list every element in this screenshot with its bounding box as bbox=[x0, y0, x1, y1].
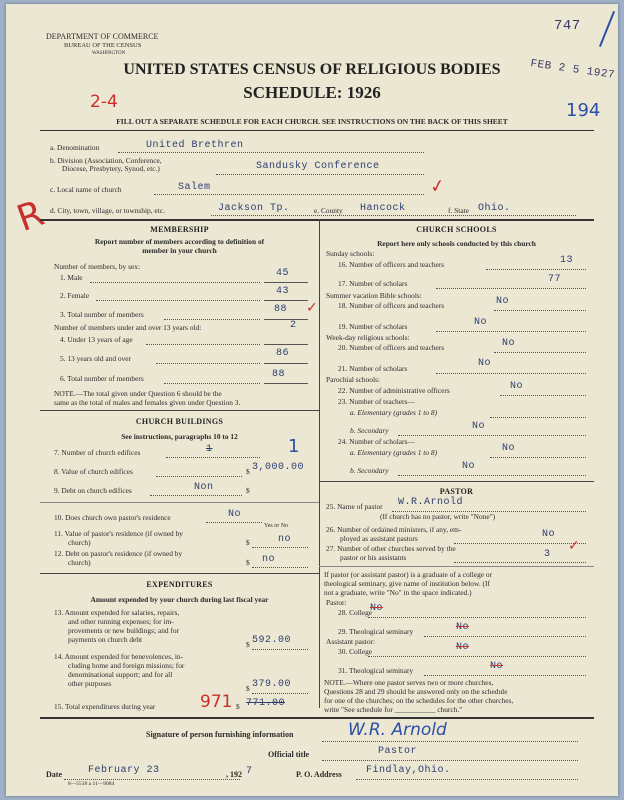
q23b-field bbox=[398, 435, 586, 436]
q24b-field bbox=[398, 475, 586, 476]
under-13-label: 4. Under 13 years of age bbox=[60, 335, 133, 344]
q21-label: 21. Number of scholars bbox=[338, 364, 408, 373]
form-number: 8—5518 a 11—9084 bbox=[68, 781, 115, 787]
q21-field bbox=[436, 373, 586, 374]
q27-field bbox=[454, 562, 586, 563]
q16-field bbox=[486, 269, 586, 270]
q22-field bbox=[500, 395, 586, 396]
q13-line-3: provements or new buildings; and for bbox=[68, 626, 180, 635]
red-tick-q27: ✓ bbox=[568, 538, 580, 554]
q30-label: 30. College bbox=[338, 647, 373, 656]
denomination-line bbox=[118, 152, 424, 153]
q8-leader bbox=[156, 476, 242, 477]
census-form bbox=[6, 4, 618, 796]
total-members-label: 3. Total number of members bbox=[60, 310, 144, 319]
q12-field bbox=[252, 567, 308, 568]
q7-value: 1 bbox=[288, 436, 300, 457]
q27-line-2: pastor or his assistants bbox=[340, 553, 407, 562]
po-value: Findlay,Ohio. bbox=[366, 765, 451, 776]
assistant-sub-label: Assistant pastor: bbox=[326, 637, 376, 646]
total6-label: 6. Total number of members bbox=[60, 374, 144, 383]
q29-field bbox=[424, 636, 586, 637]
handwritten-number: 194 bbox=[566, 100, 601, 121]
q19-value: No bbox=[474, 317, 488, 328]
schools-rule bbox=[319, 481, 594, 482]
total6-field bbox=[264, 383, 308, 384]
red-check-mark: R bbox=[11, 192, 50, 241]
q14-dollar: $ bbox=[246, 684, 250, 693]
q12-dollar: $ bbox=[246, 558, 250, 567]
female-leader bbox=[96, 300, 260, 301]
section-rule-top bbox=[40, 219, 594, 221]
q13-line-4: payments on church debt bbox=[68, 635, 143, 644]
total-members-value: 88 bbox=[274, 304, 288, 315]
division-label-2: Diocese, Presbytery, Synod, etc.) bbox=[62, 164, 160, 173]
q27-value: 3 bbox=[544, 549, 551, 560]
q13-field bbox=[252, 649, 308, 650]
q18-label: 18. Number of officers and teachers bbox=[338, 301, 445, 310]
q31-label: 31. Theological seminary bbox=[338, 666, 414, 675]
q26-line-1: 26. Number of ordained ministers, if any, em- bbox=[326, 525, 462, 534]
local-line bbox=[154, 194, 424, 195]
female-value: 43 bbox=[276, 286, 290, 297]
official-title-label: Official title bbox=[268, 750, 310, 759]
schools-heading: CHURCH SCHOOLS bbox=[416, 225, 497, 234]
red-tick-total: ✓ bbox=[306, 300, 318, 316]
q18-value: No bbox=[496, 296, 510, 307]
q23-label: 23. Number of teachers— bbox=[338, 397, 415, 406]
q15-value: 771.00 bbox=[246, 698, 286, 709]
po-field bbox=[356, 779, 578, 780]
official-title-value: Pastor bbox=[378, 746, 418, 757]
stamp-slash bbox=[599, 11, 615, 47]
q15-dollar: $ bbox=[236, 702, 240, 711]
q27-line-1: 27. Number of other churches served by the bbox=[326, 544, 456, 553]
q22-value: No bbox=[510, 381, 524, 392]
pastor-note-4: write "See schedule for ___________ church." bbox=[324, 705, 463, 714]
pastor-note-3: for one of the churches; on the schedules for the other churches, bbox=[324, 696, 514, 705]
under-leader bbox=[146, 344, 260, 345]
over-leader bbox=[156, 363, 260, 364]
q20-field bbox=[494, 352, 586, 353]
male-field bbox=[264, 282, 308, 283]
total6-leader bbox=[164, 383, 260, 384]
q12-value: no bbox=[262, 554, 276, 565]
q11-label-2: church) bbox=[68, 538, 91, 547]
q7-leader bbox=[166, 457, 260, 458]
city-line bbox=[211, 215, 576, 216]
q22-label: 22. Number of administrative officers bbox=[338, 386, 450, 395]
q14-line-2: cluding home and foreign missions; for bbox=[68, 661, 185, 670]
q24b-label: b. Secondary bbox=[350, 466, 389, 475]
q28-value: No bbox=[370, 603, 384, 614]
q19-label: 19. Number of scholars bbox=[338, 322, 408, 331]
membership-intro-1: Report number of members according to definition of bbox=[94, 237, 265, 246]
female-label: 2. Female bbox=[60, 291, 90, 300]
city-value: Jackson Tp. bbox=[218, 203, 290, 214]
q14-line-4: other purposes bbox=[68, 679, 112, 688]
expenditures-intro: Amount expended by your church during last fiscal year bbox=[90, 595, 269, 604]
red-tick-county: ✓ bbox=[428, 174, 447, 199]
q11-value: no bbox=[278, 534, 292, 545]
grad-line-2: theological seminary, give name of institution below. (If bbox=[324, 579, 490, 588]
male-value: 45 bbox=[276, 268, 290, 279]
q30-value: No bbox=[456, 642, 470, 653]
membership-note-1: NOTE.—The total given under Question 6 should be the bbox=[54, 389, 222, 398]
title-field bbox=[322, 760, 578, 761]
division-label: b. Division (Association, Conference, bbox=[50, 156, 162, 165]
q15-label: 15. Total expenditures during year bbox=[54, 702, 156, 711]
county-label: e. County bbox=[314, 206, 343, 215]
state-value: Ohio. bbox=[478, 203, 511, 214]
parochial-label: Parochial schools: bbox=[326, 375, 380, 384]
form-title: UNITED STATES CENSUS OF RELIGIOUS BODIES bbox=[123, 61, 501, 78]
local-value: Salem bbox=[178, 182, 211, 193]
header-rule bbox=[40, 130, 594, 131]
grad-line-3: not a graduate, write "No" in the space indicated.) bbox=[324, 588, 472, 597]
total6-value: 88 bbox=[272, 369, 286, 380]
total-leader bbox=[164, 319, 260, 320]
weekday-label: Week-day religious schools: bbox=[326, 333, 410, 342]
q13-dollar: $ bbox=[246, 640, 250, 649]
q18-field bbox=[494, 310, 586, 311]
total-field bbox=[264, 319, 308, 320]
q12-label: 12. Debt on pastor's residence (if owned by bbox=[54, 549, 183, 558]
q14-value: 379.00 bbox=[252, 679, 292, 690]
q8-dollar: $ bbox=[246, 467, 250, 476]
q9-dollar: $ bbox=[246, 486, 250, 495]
q24a-field bbox=[490, 457, 586, 458]
q25-note: (If church has no pastor, write "None") bbox=[380, 512, 496, 521]
by-sex-label: Number of members, by sex: bbox=[54, 262, 140, 271]
q7-label: 7. Number of church edifices bbox=[54, 448, 141, 457]
q11-label: 11. Value of pastor's residence (if owned by bbox=[54, 529, 183, 538]
q9-label: 9. Debt on church edifices bbox=[54, 486, 132, 495]
city-label: d. City, town, village, or township, etc. bbox=[50, 206, 165, 215]
footer-rule bbox=[40, 717, 594, 719]
male-label: 1. Male bbox=[60, 273, 83, 282]
q24-label: 24. Number of scholars— bbox=[338, 437, 415, 446]
over-field bbox=[264, 363, 308, 364]
q14-field bbox=[252, 693, 308, 694]
q8-value: 3,000.00 bbox=[252, 462, 305, 473]
handwritten-code: 2-4 bbox=[90, 92, 118, 112]
instructions-line: FILL OUT A SEPARATE SCHEDULE FOR EACH CHURCH. SEE INSTRUCTIONS ON THE BACK OF THIS SHEET bbox=[116, 117, 508, 126]
pastor-note-2: Questions 28 and 29 should be answered only on the schedule bbox=[324, 687, 508, 696]
age-label: Number of members under and over 13 years old: bbox=[54, 323, 202, 332]
q23a-label: a. Elementary (grades 1 to 8) bbox=[350, 408, 438, 417]
q28-label: 28. College bbox=[338, 608, 373, 617]
q26-line-2: ployed as assistant pastors bbox=[340, 534, 418, 543]
over-13-value: 86 bbox=[276, 348, 290, 359]
q15-written: 971 bbox=[200, 692, 233, 712]
membership-heading: MEMBERSHIP bbox=[150, 225, 209, 234]
q31-field bbox=[424, 675, 586, 676]
q30-field bbox=[368, 656, 586, 657]
q10-label: 10. Does church own pastor's residence bbox=[54, 513, 171, 522]
q13-value: 592.00 bbox=[252, 635, 292, 646]
q10-value: No bbox=[228, 509, 242, 520]
pastor-note-1: NOTE.—Where one pastor serves two or more churches, bbox=[324, 678, 494, 687]
q24a-label: a. Elementary (grades 1 to 8) bbox=[350, 448, 438, 457]
bureau-label: BUREAU OF THE CENSUS bbox=[64, 42, 142, 49]
date-year: 7 bbox=[246, 766, 253, 777]
signature-value: W.R. Arnold bbox=[348, 720, 447, 740]
denomination-value: United Brethren bbox=[146, 140, 244, 151]
q11-field bbox=[252, 547, 308, 548]
date-label: Date bbox=[46, 770, 62, 779]
city-label: WASHINGTON bbox=[92, 51, 126, 56]
q23b-label: b. Secondary bbox=[350, 426, 389, 435]
q25-label: 25. Name of pastor bbox=[326, 502, 383, 511]
membership-rule bbox=[40, 410, 319, 411]
q24a-value: No bbox=[502, 443, 516, 454]
q28-field bbox=[368, 617, 586, 618]
q13-line-1: 13. Amount expended for salaries, repairs, bbox=[54, 608, 180, 617]
q20-label: 20. Number of officers and teachers bbox=[338, 343, 445, 352]
vacation-label: Summer vacation Bible schools: bbox=[326, 291, 422, 300]
q29-value: No bbox=[456, 622, 470, 633]
denomination-label: a. Denomination bbox=[50, 143, 100, 152]
local-label: c. Local name of church bbox=[50, 185, 122, 194]
q21-value: No bbox=[478, 358, 492, 369]
schedule-title: SCHEDULE: 1926 bbox=[243, 83, 381, 102]
q14-line-3: denominational support; and for all bbox=[68, 670, 173, 679]
stamp-number: 747 bbox=[554, 18, 581, 34]
q20-value: No bbox=[502, 338, 516, 349]
under-13-value: 2 bbox=[290, 320, 297, 331]
q11-dollar: $ bbox=[246, 538, 250, 547]
state-label: f. State bbox=[448, 206, 469, 215]
q19-field bbox=[436, 331, 586, 332]
signature-field bbox=[322, 741, 578, 742]
county-value: Hancock bbox=[360, 203, 406, 214]
expenditures-heading: EXPENDITURES bbox=[146, 580, 213, 589]
q26-value: No bbox=[542, 529, 556, 540]
q23a-field bbox=[490, 417, 586, 418]
buildings-heading: CHURCH BUILDINGS bbox=[135, 417, 224, 426]
q7-typed: 1 bbox=[206, 444, 213, 455]
buildings-subrule bbox=[40, 502, 319, 503]
q23b-value: No bbox=[472, 421, 486, 432]
q8-label: 8. Value of church edifices bbox=[54, 467, 133, 476]
male-leader bbox=[90, 282, 260, 283]
q25-value: W.R.Arnold bbox=[398, 497, 464, 508]
q16-label: 16. Number of officers and teachers bbox=[338, 260, 445, 269]
q31-value: No bbox=[490, 661, 504, 672]
q17-value: 77 bbox=[548, 274, 562, 285]
po-label: P. O. Address bbox=[296, 770, 342, 779]
q9-value: Non bbox=[194, 482, 214, 493]
over-13-label: 5. 13 years old and over bbox=[60, 354, 132, 363]
buildings-intro: See instructions, paragraphs 10 to 12 bbox=[121, 432, 238, 441]
membership-note-2: same as the total of males and females given under Question 3. bbox=[54, 398, 241, 407]
column-divider bbox=[319, 219, 320, 708]
pastor-subrule bbox=[319, 566, 594, 567]
pastor-heading: PASTOR bbox=[439, 487, 474, 496]
q26-field bbox=[454, 543, 586, 544]
q17-field bbox=[436, 288, 586, 289]
q14-line-1: 14. Amount expended for benevolences, in- bbox=[54, 652, 184, 661]
division-value: Sandusky Conference bbox=[256, 161, 380, 172]
under-field bbox=[264, 344, 308, 345]
q10-leader bbox=[206, 522, 262, 523]
dept-label: DEPARTMENT OF COMMERCE bbox=[46, 32, 159, 41]
q13-line-2: and other running expenses; for im- bbox=[68, 617, 174, 626]
q29-label: 29. Theological seminary bbox=[338, 627, 414, 636]
buildings-rule bbox=[40, 573, 319, 574]
q17-label: 17. Number of scholars bbox=[338, 279, 408, 288]
q24b-value: No bbox=[462, 461, 476, 472]
q12-label-2: church) bbox=[68, 558, 91, 567]
female-field bbox=[264, 300, 308, 301]
signature-label: Signature of person furnishing information bbox=[146, 730, 294, 739]
q9-leader bbox=[150, 495, 242, 496]
date-year-prefix: , 192 bbox=[226, 770, 242, 779]
schools-intro: Report here only schools conducted by this church bbox=[377, 239, 536, 248]
date-value: February 23 bbox=[88, 765, 160, 776]
yes-no-hint: Yes or No bbox=[264, 523, 289, 529]
membership-intro-2: member in your church bbox=[142, 246, 217, 255]
sunday-label: Sunday schools: bbox=[326, 249, 375, 258]
q16-value: 13 bbox=[560, 255, 574, 266]
received-stamp: FEB 2 5 1927 bbox=[529, 58, 616, 82]
pastor-sub-label: Pastor: bbox=[326, 598, 347, 607]
division-line bbox=[216, 174, 424, 175]
grad-line-1: If pastor (or assistant pastor) is a graduate of a college or bbox=[324, 570, 493, 579]
